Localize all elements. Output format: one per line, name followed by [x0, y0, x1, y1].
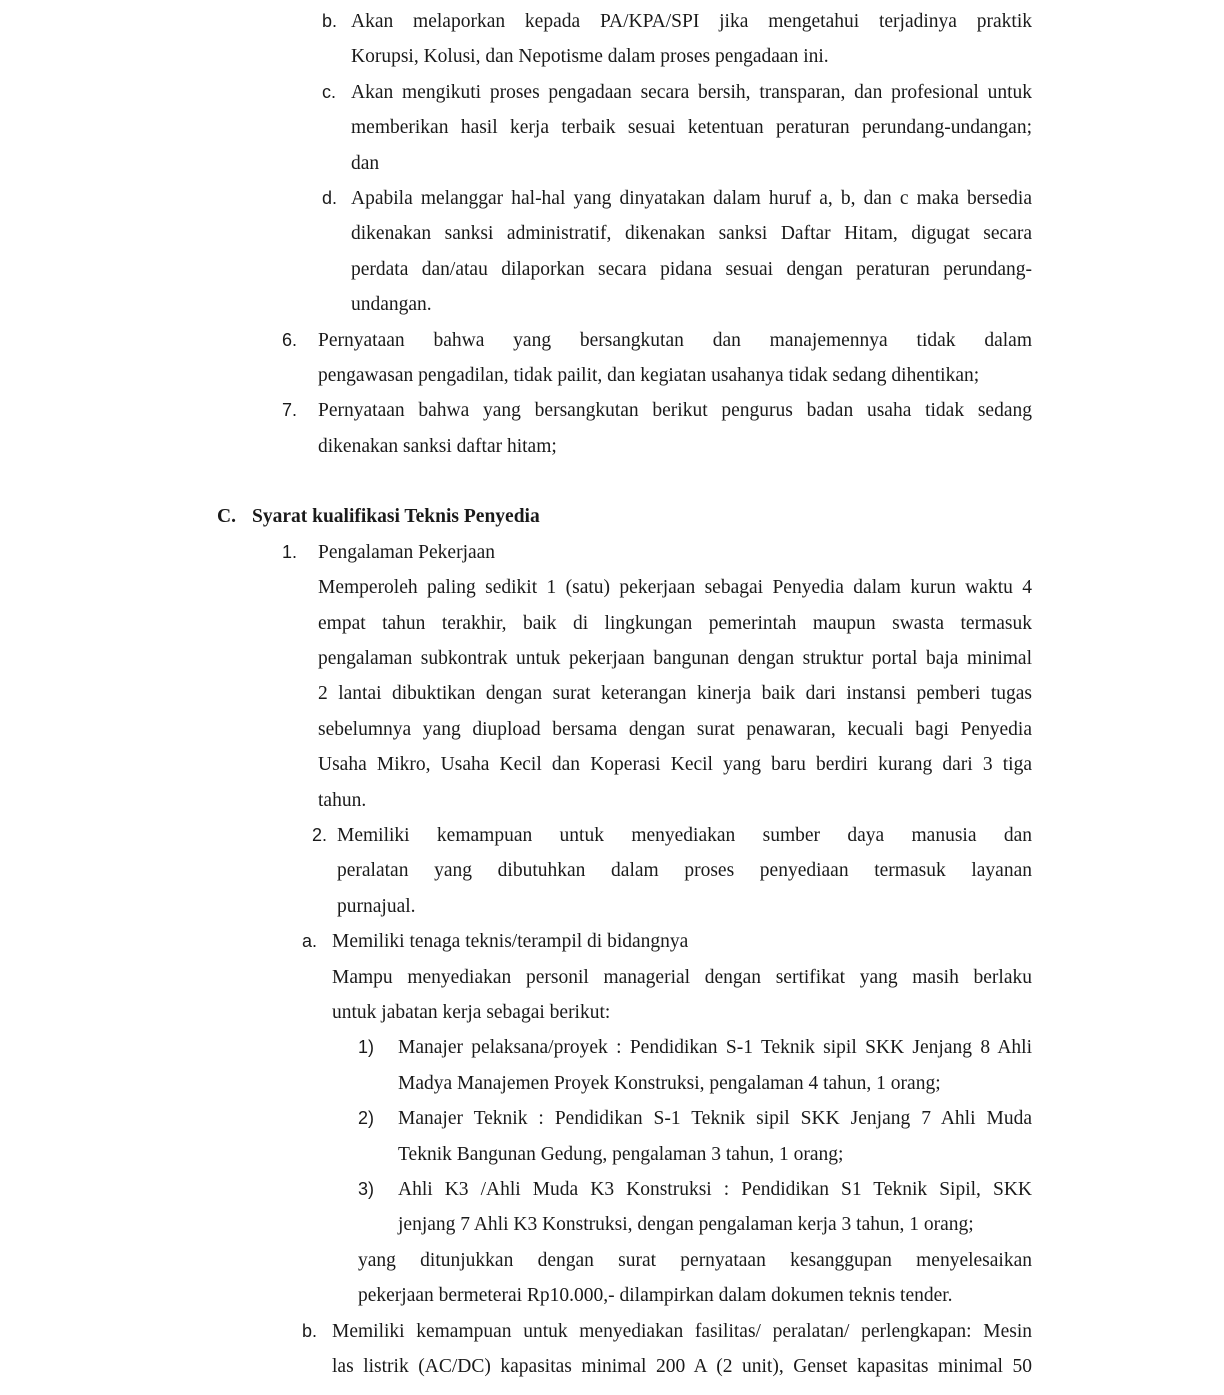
text-line: pengalaman subkontrak untuk pekerjaan bangunan dengan struktur portal baja minimal — [318, 647, 1032, 669]
text-line: purnajual. — [337, 895, 416, 917]
text-line: Akan mengikuti proses pengadaan secara bersih, transparan, dan profesional untuk — [351, 81, 1032, 103]
list-item-paren-2-body — [398, 1101, 1032, 1172]
text-line: yang ditunjukkan dengan surat pernyataan kesanggupan menyelesaikan — [358, 1249, 1032, 1271]
text-line: Teknik Bangunan Gedung, pengalaman 3 tahun, 1 orang; — [398, 1143, 844, 1165]
list-marker-paren-1: 1) — [358, 1037, 375, 1058]
list-item-1-label: Pengalaman Pekerjaan — [318, 541, 496, 563]
text-line: tahun. — [318, 789, 367, 811]
text-line: Mampu menyediakan personil managerial dengan sertifikat yang masih berlaku — [332, 966, 1032, 988]
text-line: Korupsi, Kolusi, dan Nepotisme dalam proses pengadaan ini. — [351, 46, 829, 68]
text-line: untuk jabatan kerja sebagai berikut: — [332, 1001, 611, 1023]
text-line: dikenakan sanksi daftar hitam; — [318, 435, 557, 457]
closing-paragraph — [358, 1243, 1032, 1314]
list-item-paren-3 — [358, 1172, 1032, 1243]
list-item-paren-1 — [358, 1030, 1032, 1101]
list-marker-1: 1. — [282, 541, 298, 562]
list-item-c — [322, 75, 1032, 181]
list-item-a — [302, 924, 1032, 1030]
text-line: sebelumnya yang diupload bersama dengan surat penawaran, kecuali bagi Penyedia — [318, 718, 1032, 740]
text-line: Akan melaporkan kepada PA/KPA/SPI jika mengetahui terjadinya praktik — [351, 11, 1032, 32]
list-item-7 — [282, 393, 1032, 464]
text-line: Memiliki kemampuan untuk menyediakan sumber daya manusia dan — [337, 824, 1032, 846]
text-line: perdata dan/atau dilaporkan secara pidana sesuai dengan peraturan perundang- — [351, 258, 1032, 280]
list-marker-c: c. — [322, 81, 337, 102]
list-item-d-body — [351, 181, 1032, 323]
list-item-paren-1-body — [398, 1030, 1032, 1101]
section-c-title: Syarat kualifikasi Teknis Penyedia — [252, 506, 540, 528]
list-item-1-body — [318, 535, 1032, 818]
list-marker-b2: b. — [302, 1320, 318, 1341]
text-line: dan — [351, 152, 380, 174]
text-line: Manajer Teknik : Pendidikan S-1 Teknik sipil SKK Jenjang 7 Ahli Muda — [398, 1108, 1032, 1130]
text-line: jenjang 7 Ahli K3 Konstruksi, dengan pengalaman kerja 3 tahun, 1 orang; — [398, 1214, 974, 1236]
list-item-paren-2 — [358, 1101, 1032, 1172]
list-item-6 — [282, 323, 1032, 394]
text-line: empat tahun terakhir, baik di lingkungan pemerintah maupun swasta termasuk — [318, 612, 1032, 634]
text-line: 2 lantai dibuktikan dengan surat keterangan kinerja baik dari instansi pemberi tugas — [318, 683, 1032, 705]
text-line: dikenakan sanksi administratif, dikenakan sanksi Daftar Hitam, digugat secara — [351, 223, 1032, 245]
list-marker-7: 7. — [282, 400, 298, 421]
list-marker-paren-2: 2) — [358, 1108, 375, 1129]
text-line: undangan. — [351, 294, 432, 316]
text-line: pekerjaan bermeterai Rp10.000,- dilampirkan dalam dokumen teknis tender. — [358, 1285, 953, 1307]
list-item-d — [322, 181, 1032, 323]
list-item-b2 — [302, 1314, 1032, 1385]
list-item-2-body — [337, 818, 1032, 924]
text-line: Pernyataan bahwa yang bersangkutan berikut pengurus badan usaha tidak sedang — [318, 400, 1032, 422]
text-line: pengawasan pengadilan, tidak pailit, dan kegiatan usahanya tidak sedang dihentikan; — [318, 365, 980, 387]
list-marker-2: 2. — [312, 824, 328, 845]
section-c-marker: C. — [217, 506, 236, 528]
list-item-7-body — [318, 393, 1032, 464]
list-marker-b: b. — [322, 11, 338, 31]
text-line: Manajer pelaksana/proyek : Pendidikan S-1 Teknik sipil SKK Jenjang 8 Ahli — [398, 1037, 1032, 1059]
list-item-2 — [312, 818, 1032, 924]
text-line: peralatan yang dibutuhkan dalam proses penyediaan termasuk layanan — [337, 860, 1032, 882]
text-line: Ahli K3 /Ahli Muda K3 Konstruksi : Pendidikan S1 Teknik Sipil, SKK — [398, 1179, 1032, 1200]
list-item-c-body — [351, 75, 1032, 181]
list-item-1 — [282, 535, 1032, 818]
list-item-b — [322, 4, 1032, 75]
list-item-paren-3-body — [398, 1172, 1032, 1243]
text-line: Pernyataan bahwa yang bersangkutan dan manajemennya tidak dalam — [318, 329, 1032, 351]
text-line: Memiliki kemampuan untuk menyediakan fasilitas/ peralatan/ perlengkapan: Mesin — [332, 1320, 1032, 1342]
list-marker-paren-3: 3) — [358, 1179, 375, 1199]
list-item-b2-body — [332, 1314, 1032, 1385]
list-marker-6: 6. — [282, 329, 298, 350]
list-marker-a: a. — [302, 931, 318, 952]
list-item-a-label: Memiliki tenaga teknis/terampil di bidangnya — [332, 931, 689, 953]
text-line: Usaha Mikro, Usaha Kecil dan Koperasi Kecil yang baru berdiri kurang dari 3 tiga — [318, 754, 1032, 776]
list-item-6-body — [318, 323, 1032, 394]
text-line: las listrik (AC/DC) kapasitas minimal 200 A (2 unit), Genset kapasitas minimal 50 — [332, 1356, 1032, 1378]
text-line: Apabila melanggar hal-hal yang dinyatakan dalam huruf a, b, dan c maka bersedia — [351, 188, 1032, 210]
list-item-a-body — [332, 924, 1032, 1030]
text-line: memberikan hasil kerja terbaik sesuai ketentuan peraturan perundang-undangan; — [351, 117, 1032, 139]
section-c-heading — [217, 499, 1224, 534]
list-item-b-body — [351, 4, 1032, 75]
text-line: Madya Manajemen Proyek Konstruksi, pengalaman 4 tahun, 1 orang; — [398, 1072, 941, 1094]
text-line: Memperoleh paling sedikit 1 (satu) pekerjaan sebagai Penyedia dalam kurun waktu 4 — [318, 577, 1032, 599]
list-marker-d: d. — [322, 188, 338, 209]
